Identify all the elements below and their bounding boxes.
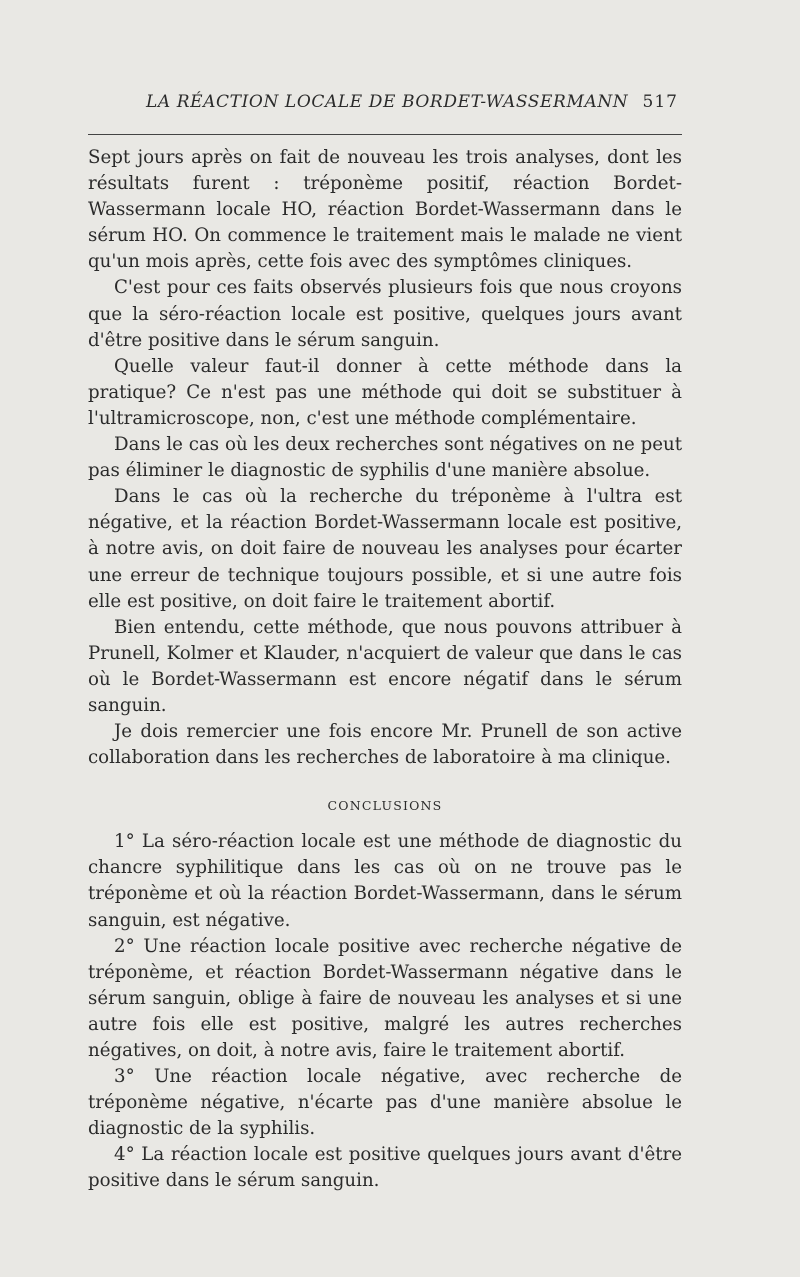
paragraph: Quelle valeur faut-il donner à cette méthode dans la pratique? Ce n'est pas une méthode qui doit se substituer à l'ultramicroscope, non, c'est une méthode complémentaire. xyxy=(88,355,682,429)
body-text xyxy=(88,145,682,1195)
header-rule xyxy=(88,134,682,135)
conclusion-item: 2° Une réaction locale positive avec recherche négative de tréponème, et réaction Bordet-Wassermann négative dans le sérum sanguin, oblige à faire de nouveau les analyses et si une autre fois elle est positive, malgré les autres recherches négatives, on doit, à notre avis, faire le traitement abortif. xyxy=(88,935,682,1061)
running-title: LA RÉACTION LOCALE DE BORDET-WASSERMANN xyxy=(146,92,629,112)
paragraph: Dans le cas où la recherche du tréponème à l'ultra est négative, et la réaction Bordet-Wassermann locale est positive, à notre avis, on doit faire de nouveau les analyses pour écarter une erreur de technique toujours possible, et si une autre fois elle est positive, on doit faire le traitement abortif. xyxy=(88,486,682,612)
page-header xyxy=(88,92,682,120)
section-title-conclusions: CONCLUSIONS xyxy=(327,798,443,814)
conclusion-item: 1° La séro-réaction locale est une méthode de diagnostic du chancre syphilitique dans les cas où on ne trouve pas le tréponème et où la réaction Bordet-Wassermann, dans le sérum sanguin, est négative. xyxy=(88,831,682,931)
paragraph: Sept jours après on fait de nouveau les trois analyses, dont les résultats furent : tréponème positif, réaction Bordet-Wassermann locale HO, réaction Bordet-Wassermann dans le sérum HO. On commence le traitement mais le malade ne vient qu'un mois après, cette fois avec des symptômes cliniques. xyxy=(88,147,682,273)
book-page xyxy=(88,92,682,1195)
conclusion-item: 4° La réaction locale est positive quelques jours avant d'être positive dans le sérum sanguin. xyxy=(88,1144,682,1192)
paragraph: Je dois remercier une fois encore Mr. Prunell de son active collaboration dans les recherches de laboratoire à ma clinique. xyxy=(88,721,682,769)
conclusion-item: 3° Une réaction locale négative, avec recherche de tréponème négative, n'écarte pas d'une manière absolue le diagnostic de la syphilis. xyxy=(88,1066,682,1140)
paragraph: Dans le cas où les deux recherches sont négatives on ne peut pas éliminer le diagnostic de syphilis d'une manière absolue. xyxy=(88,434,682,482)
paragraph: C'est pour ces faits observés plusieurs fois que nous croyons que la séro-réaction locale est positive, quelques jours avant d'être positive dans le sérum sanguin. xyxy=(88,277,682,351)
page-number: 517 xyxy=(642,92,678,112)
paragraph: Bien entendu, cette méthode, que nous pouvons attribuer à Prunell, Kolmer et Klauder, n'acquiert de valeur que dans le cas où le Bordet-Wassermann est encore négatif dans le sérum sanguin. xyxy=(88,616,682,716)
